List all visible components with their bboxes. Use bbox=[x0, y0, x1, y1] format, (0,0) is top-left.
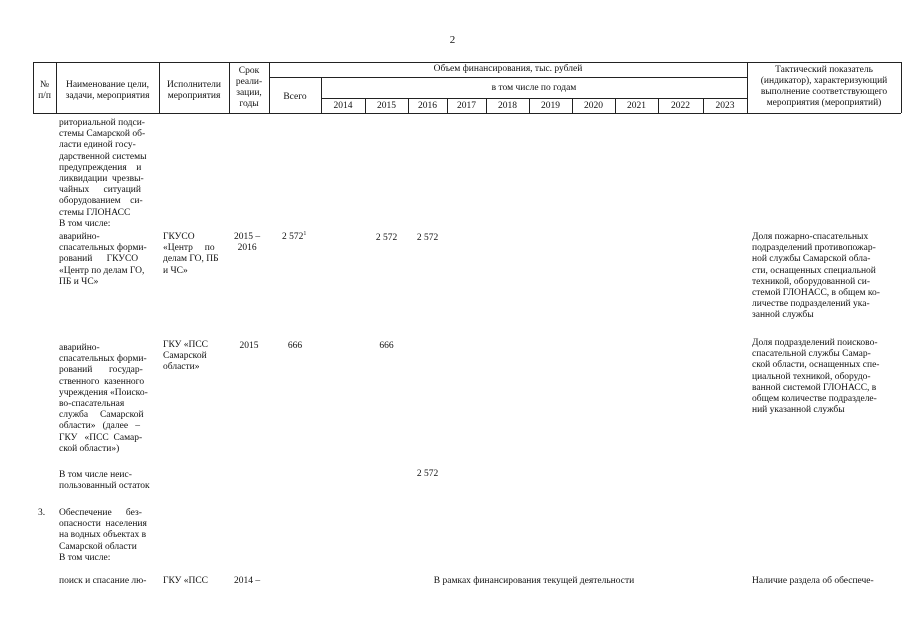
row-executor: ГКУСО «Центр по делам ГО, ПБ и ЧС» bbox=[163, 232, 219, 276]
header-year: 2015 bbox=[377, 101, 396, 111]
row-2016: 2 572 bbox=[416, 233, 439, 243]
row-indicator: Доля подразделений поисково- спасательной службы Самар- ской области, оснащенных спе- циальной техникой, оборудо- ванной системой ГЛОНАСС, в общем количестве подразделе- ний указанной службы bbox=[752, 338, 880, 416]
header-year: 2014 bbox=[333, 101, 353, 111]
header-year: 2020 bbox=[584, 101, 603, 111]
row-total: 666 bbox=[287, 341, 303, 351]
row-term: 2014 – bbox=[234, 576, 261, 586]
row-2015: 2 572 bbox=[375, 233, 398, 243]
header-total: Всего bbox=[283, 92, 307, 102]
row-term: 2015 – 2016 bbox=[234, 232, 261, 254]
header-year: 2016 bbox=[418, 101, 437, 111]
row-name: поиск и спасание лю- bbox=[59, 576, 147, 586]
footnote-mark: 1 bbox=[303, 230, 307, 237]
total-value: 2 572 bbox=[282, 232, 304, 242]
header-year: 2021 bbox=[627, 101, 646, 111]
header-year: 2019 bbox=[541, 101, 560, 111]
header-year: 2017 bbox=[457, 101, 476, 111]
row-2016: 2 572 bbox=[416, 469, 439, 479]
row-indicator: Доля пожарно-спасательных подразделений противопожар- ной службы Самарской обла- сти, оснащенных специальной техникой, оборудованной си- стемой ГЛОНАСС, в общем ко- личестве подразделений ука- занной службы bbox=[752, 232, 880, 321]
row-name: аварийно- спасательных форми- рований государ- ственного казенного учреждения «Поиско- во-спасательная служба Самарской области» (далее – ГКУ «ПСС Самар- ской области») bbox=[59, 343, 148, 454]
row-name: аварийно- спасательных форми- рований ГКУСО «Центр по делам ГО, ПБ и ЧС» bbox=[59, 232, 147, 287]
header-name: Наименование цели, задачи, мероприятия bbox=[65, 80, 150, 101]
header-year: 2023 bbox=[715, 101, 735, 111]
header-num: № п/п bbox=[38, 80, 51, 101]
row-executor: ГКУ «ПСС Самарской области» bbox=[163, 340, 209, 373]
row-2015: 666 bbox=[379, 341, 394, 351]
row-name: Обеспечение без- опасности населения на водных объектах в Самарской области В том числе: bbox=[59, 508, 147, 563]
header-year: 2018 bbox=[498, 101, 517, 111]
header-by-years: в том числе по годам bbox=[491, 83, 577, 93]
row-indicator: Наличие раздела об обеспече- bbox=[752, 576, 874, 586]
header-term: Срок реали- зации, годы bbox=[235, 66, 263, 109]
header-indicator: Тактический показатель (индикатор), характеризующий выполнение соответствующего мероприятия (мероприятий) bbox=[760, 65, 888, 108]
row-term: 2015 bbox=[239, 341, 259, 351]
row-name: риториальной подси- стемы Самарской об- ласти единой госу- дарственной системы предупреждения и ликвидации чрезвы- чайных ситуаций оборудованием си- стемы ГЛОНАСС В том числе: bbox=[59, 118, 147, 229]
row-name: В том числе неис- пользованный остаток bbox=[59, 470, 150, 492]
row-total bbox=[282, 232, 306, 243]
header-executors: Исполнители мероприятия bbox=[167, 80, 221, 101]
row-funding-note: В рамках финансирования текущей деятельности bbox=[433, 576, 635, 586]
row-executor: ГКУ «ПСС bbox=[163, 576, 209, 586]
row-number: 3. bbox=[38, 508, 46, 518]
header-year: 2022 bbox=[671, 101, 690, 111]
page-number: 2 bbox=[449, 34, 456, 46]
header-funding: Объем финансирования, тыс. рублей bbox=[433, 64, 583, 74]
